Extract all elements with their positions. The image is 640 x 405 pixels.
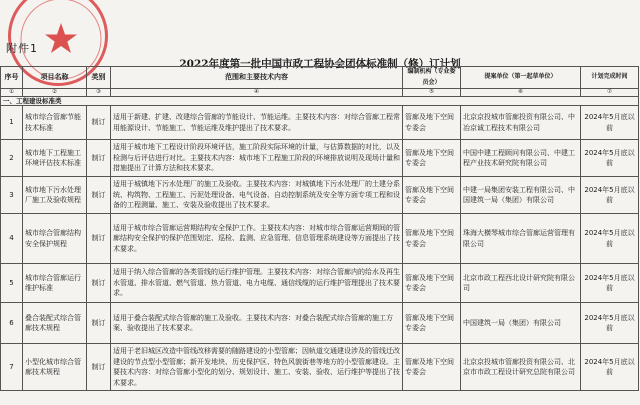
row-unit: 北京京投城市管廊投资有限公司、中冶京诚工程技术有限公司 bbox=[461, 106, 581, 140]
row-name: 城市地下污水处理厂施工及验收规程 bbox=[23, 177, 87, 214]
row-scope: 适用于老旧城区改造中管线改移需要的随路建设的小型管廊；因轨道交通建设涉及的管线迁改建设的节点型小型管廊；新开发地块、历史保护区、特色风貌街巷等地方的小型管廊建设。主要技术内容：对综合管廊小型化的划分、规划设计、施工、安装、验收、运行维护等提出了技术要求。 bbox=[111, 344, 403, 391]
col-number: ① bbox=[1, 89, 23, 97]
row-name: 城市综合管廊结构安全保护规程 bbox=[23, 214, 87, 264]
row-name: 城市综合管廊节能技术标准 bbox=[23, 106, 87, 140]
row-type: 制订 bbox=[87, 264, 111, 303]
header-org: 编制机构（专业委员会） bbox=[403, 67, 461, 89]
header-name: 项目名称 bbox=[23, 67, 87, 89]
row-type: 制订 bbox=[87, 140, 111, 177]
row-time: 2024年5月底以前 bbox=[581, 214, 639, 264]
header-unit: 提案单位（第一起草单位） bbox=[461, 67, 581, 89]
header-scope: 范围和主要技术内容 bbox=[111, 67, 403, 89]
row-unit: 北京京投城市管廊投资有限公司、北京市市政工程设计研究总院有限公司 bbox=[461, 344, 581, 391]
col-number: ⑦ bbox=[581, 89, 639, 97]
row-unit: 珠海大横琴城市综合管廊运营管理有限公司 bbox=[461, 214, 581, 264]
row-time: 2024年5月底以前 bbox=[581, 344, 639, 391]
row-scope: 适用于叠合装配式综合管廊的施工及验收。主要技术内容：对叠合装配式综合管廊的施工方案、验收提出了技术要求。 bbox=[111, 303, 403, 344]
col-number: ④ bbox=[111, 89, 403, 97]
table-row bbox=[1, 214, 639, 264]
section-row bbox=[1, 97, 639, 106]
row-no: 6 bbox=[1, 303, 23, 344]
row-unit: 中国建筑一局（集团）有限公司 bbox=[461, 303, 581, 344]
row-unit: 中建一局集团安装工程有限公司、中国建筑一局（集团）有限公司 bbox=[461, 177, 581, 214]
row-no: 3 bbox=[1, 177, 23, 214]
col-number: ③ bbox=[87, 89, 111, 97]
row-time: 2024年5月底以前 bbox=[581, 140, 639, 177]
col-number: ⑤ bbox=[403, 89, 461, 97]
column-number-row bbox=[1, 89, 639, 97]
header-type: 类别 bbox=[87, 67, 111, 89]
row-scope: 适用于新建、扩建、改建综合管廊的节能设计、节能运维。主要技术内容：对综合管廊工程常用能源设计、节能施工、节能运维及维护提出了技术要求。 bbox=[111, 106, 403, 140]
row-scope: 适用于纳入综合管廊的各类管线的运行维护管理。主要技术内容：对综合管廊内的给水及再生水管道、排水管道、燃气管道、热力管道、电力电缆、通信线缆的运行维护管理提出了技术要求。 bbox=[111, 264, 403, 303]
row-type: 制订 bbox=[87, 106, 111, 140]
standards-plan-table bbox=[0, 66, 639, 391]
row-type: 制订 bbox=[87, 214, 111, 264]
row-org: 管廊及地下空间专委会 bbox=[403, 214, 461, 264]
row-no: 1 bbox=[1, 106, 23, 140]
row-org: 管廊及地下空间专委会 bbox=[403, 303, 461, 344]
row-org: 管廊及地下空间专委会 bbox=[403, 177, 461, 214]
table-row bbox=[1, 106, 639, 140]
row-org: 管廊及地下空间专委会 bbox=[403, 106, 461, 140]
row-type: 制订 bbox=[87, 344, 111, 391]
row-name: 小型化城市综合管廊技术规程 bbox=[23, 344, 87, 391]
row-unit: 中国中建工程顾问有限公司、中建工程产业技术研究院有限公司 bbox=[461, 140, 581, 177]
row-type: 制订 bbox=[87, 177, 111, 214]
row-time: 2024年5月底以前 bbox=[581, 106, 639, 140]
row-type: 制订 bbox=[87, 303, 111, 344]
row-name: 城市地下工程施工环境评估技术标准 bbox=[23, 140, 87, 177]
row-time: 2024年5月底以前 bbox=[581, 303, 639, 344]
row-no: 4 bbox=[1, 214, 23, 264]
row-org: 管廊及地下空间专委会 bbox=[403, 140, 461, 177]
col-number: ⑥ bbox=[461, 89, 581, 97]
row-no: 2 bbox=[1, 140, 23, 177]
header-time: 计划完成时间 bbox=[581, 67, 639, 89]
header-no: 序号 bbox=[1, 67, 23, 89]
row-name: 叠合装配式综合管廊技术规程 bbox=[23, 303, 87, 344]
col-number: ② bbox=[23, 89, 87, 97]
table-row bbox=[1, 344, 639, 391]
attachment-label: 附件1 bbox=[6, 42, 38, 55]
table-row bbox=[1, 177, 639, 214]
row-scope: 适用于城市地下工程设计阶段环境评估，施工阶段实际环境的计量，与估算数据的对比，以及检测与后评估进行对比。主要技术内容：城市地下工程施工阶段的环境排放说明及现场计量和措施提出了计算方法和技术要求。 bbox=[111, 140, 403, 177]
row-scope: 适用于城镇地下污水处理厂的施工及验收。主要技术内容：对城镇地下污水处理厂的土建分系统、构筑物、工程施工、污泥处理设备、电气设备、自动控制系统及安全等方面专项工程和设备的工程测量、施工、安装及验收提出了技术要求。 bbox=[111, 177, 403, 214]
row-time: 2024年5月底以前 bbox=[581, 177, 639, 214]
table-header-row bbox=[1, 67, 639, 89]
row-org: 管廊及地下空间专委会 bbox=[403, 264, 461, 303]
row-unit: 北京市政工程西北设计研究院有限公司 bbox=[461, 264, 581, 303]
table-row bbox=[1, 264, 639, 303]
row-time: 2024年5月底以前 bbox=[581, 264, 639, 303]
row-org: 管廊及地下空间专委会 bbox=[403, 344, 461, 391]
row-name: 城市综合管廊运行维护标准 bbox=[23, 264, 87, 303]
table-row bbox=[1, 303, 639, 344]
row-no: 7 bbox=[1, 344, 23, 391]
seal-star-icon bbox=[44, 22, 78, 56]
row-scope: 适用于城市综合管廊运营期结构安全保护工作。主要技术内容：对城市综合管廊运营期间的管廊结构安全保护的保护范围划定、巡检、监测、应急管理、信息管理系统建设等方面提出了技术要求。 bbox=[111, 214, 403, 264]
section-title: 一、工程建设标准类 bbox=[1, 97, 639, 106]
table-row bbox=[1, 140, 639, 177]
document-title: 2022年度第一批中国市政工程协会团体标准制（修）订计划 bbox=[179, 58, 461, 70]
row-no: 5 bbox=[1, 264, 23, 303]
